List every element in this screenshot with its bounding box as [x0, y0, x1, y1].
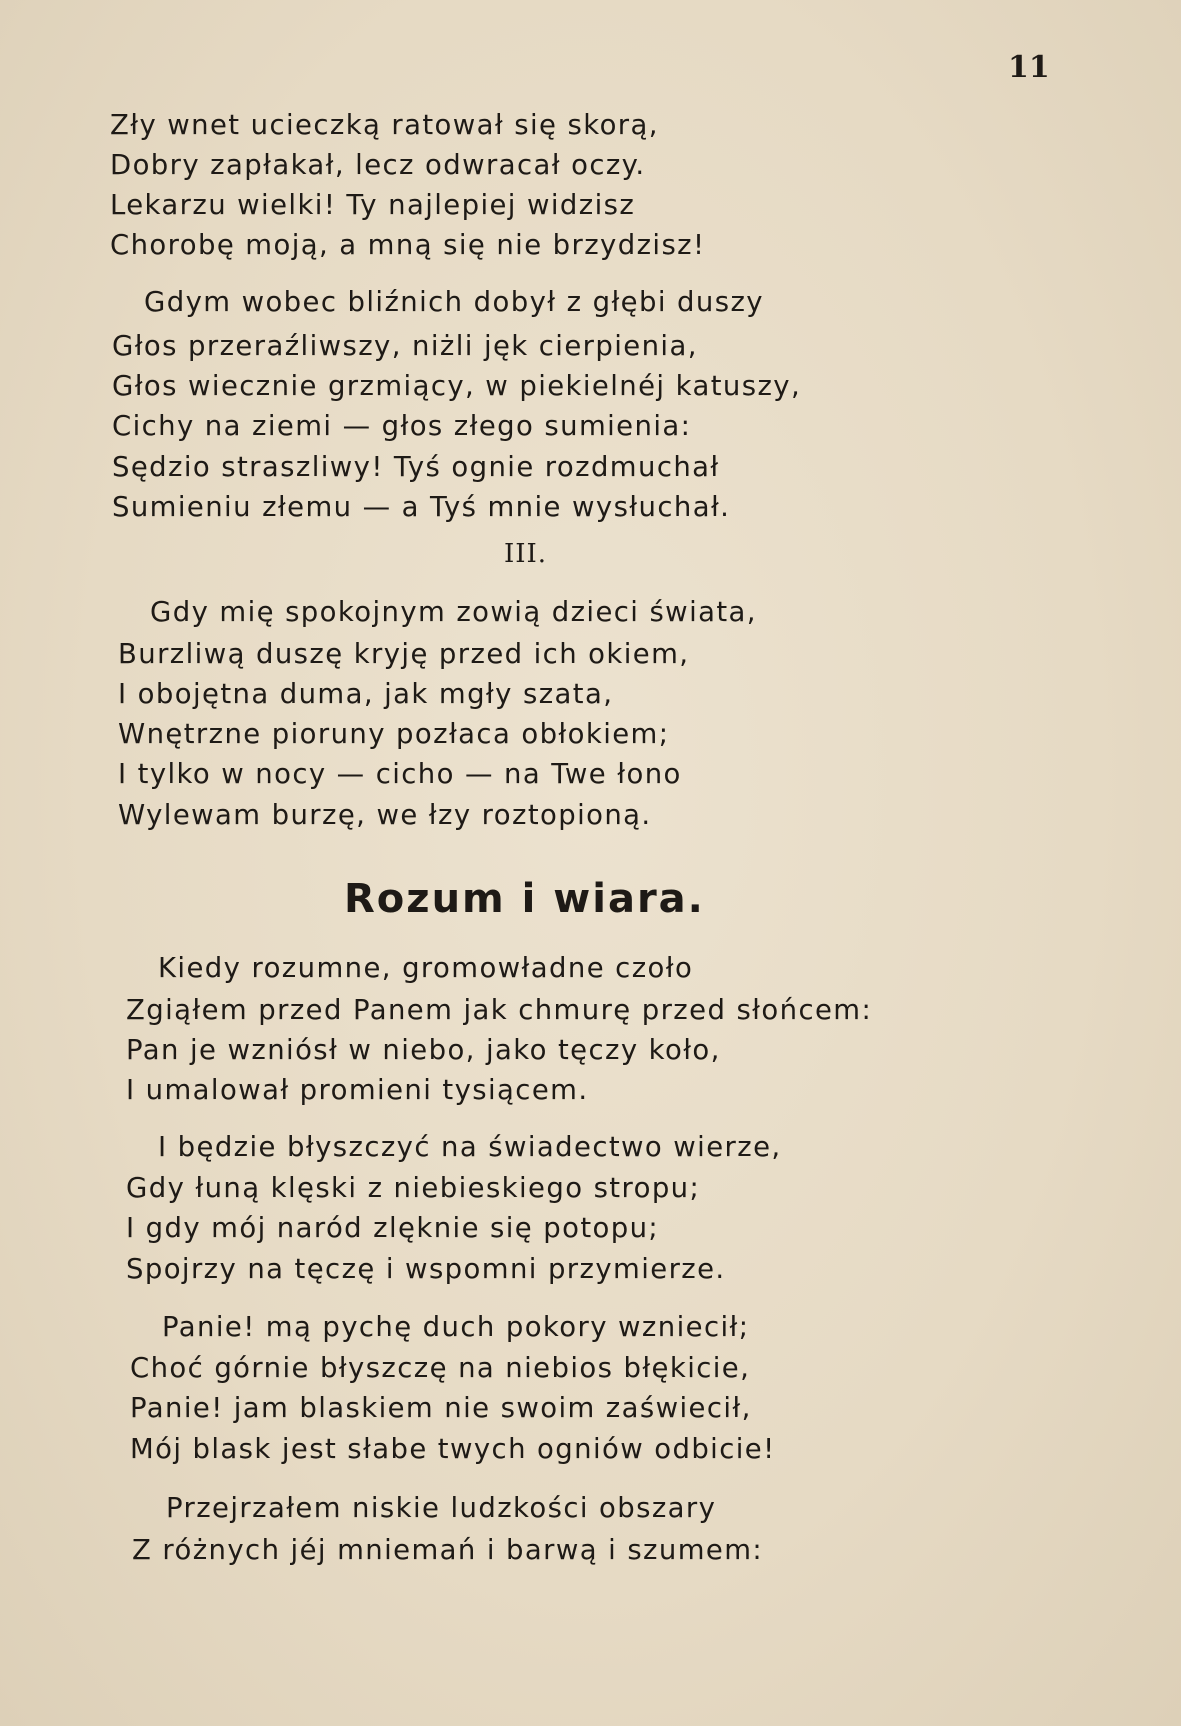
poem-line: Wnętrzne pioruny pozłaca obłokiem;	[118, 718, 670, 750]
poem-line: Zły wnet ucieczką ratował się skorą,	[110, 109, 659, 141]
poem-line: I tylko w nocy — cicho — na Twe łono	[118, 758, 682, 790]
poem-line: Choć górnie błyszczę na niebios błękicie,	[130, 1352, 751, 1384]
poem-line: Przejrzałem niskie ludzkości obszary	[166, 1492, 717, 1524]
poem-line: Chorobę moją, a mną się nie brzydzisz!	[110, 229, 706, 261]
poem-line: Kiedy rozumne, gromowładne czoło	[158, 952, 694, 984]
poem-line: I będzie błyszczyć na świadectwo wierze,	[158, 1131, 782, 1163]
poem-line: I gdy mój naród zlęknie się potopu;	[126, 1212, 660, 1244]
poem-line: Gdy mię spokojnym zowią dzieci świata,	[150, 596, 757, 628]
poem-line: Panie! mą pychę duch pokory wzniecił;	[162, 1311, 750, 1343]
poem-title: Rozum i wiara.	[344, 876, 705, 922]
poem-line: Głos przeraźliwszy, niżli jęk cierpienia,	[112, 330, 698, 362]
poem-line: Sędzio straszliwy! Tyś ognie rozdmuchał	[112, 451, 720, 483]
poem-line: I obojętna duma, jak mgły szata,	[118, 678, 614, 710]
poem-line: I umalował promieni tysiącem.	[126, 1074, 589, 1106]
poem-line: Gdy łuną klęski z niebieskiego stropu;	[126, 1172, 701, 1204]
poem-line: Burzliwą duszę kryję przed ich okiem,	[118, 638, 690, 670]
poem-line: Dobry zapłakał, lecz odwracał oczy.	[110, 149, 646, 181]
poem-line: Pan je wzniósł w niebo, jako tęczy koło,	[126, 1034, 721, 1066]
poem-line: Wylewam burzę, we łzy roztopioną.	[118, 799, 652, 831]
section-number: III.	[504, 539, 548, 569]
poem-line: Gdym wobec bliźnich dobył z głębi duszy	[144, 286, 764, 318]
poem-line: Spojrzy na tęczę i wspomni przymierze.	[126, 1253, 726, 1285]
poem-line: Z różnych jéj mniemań i barwą i szumem:	[132, 1534, 764, 1566]
poem-line: Zgiąłem przed Panem jak chmurę przed słońcem:	[126, 994, 873, 1026]
poem-line: Lekarzu wielki! Ty najlepiej widzisz	[110, 189, 636, 221]
poem-line: Mój blask jest słabe twych ogniów odbicie!	[130, 1433, 776, 1465]
poem-line: Głos wiecznie grzmiący, w piekielnéj katuszy,	[112, 370, 802, 402]
poem-line: Panie! jam blaskiem nie swoim zaświecił,	[130, 1392, 752, 1424]
poem-line: Sumieniu złemu — a Tyś mnie wysłuchał.	[112, 491, 731, 523]
poem-line: Cichy na ziemi — głos złego sumienia:	[112, 410, 692, 442]
page-number: 11	[1008, 50, 1050, 85]
